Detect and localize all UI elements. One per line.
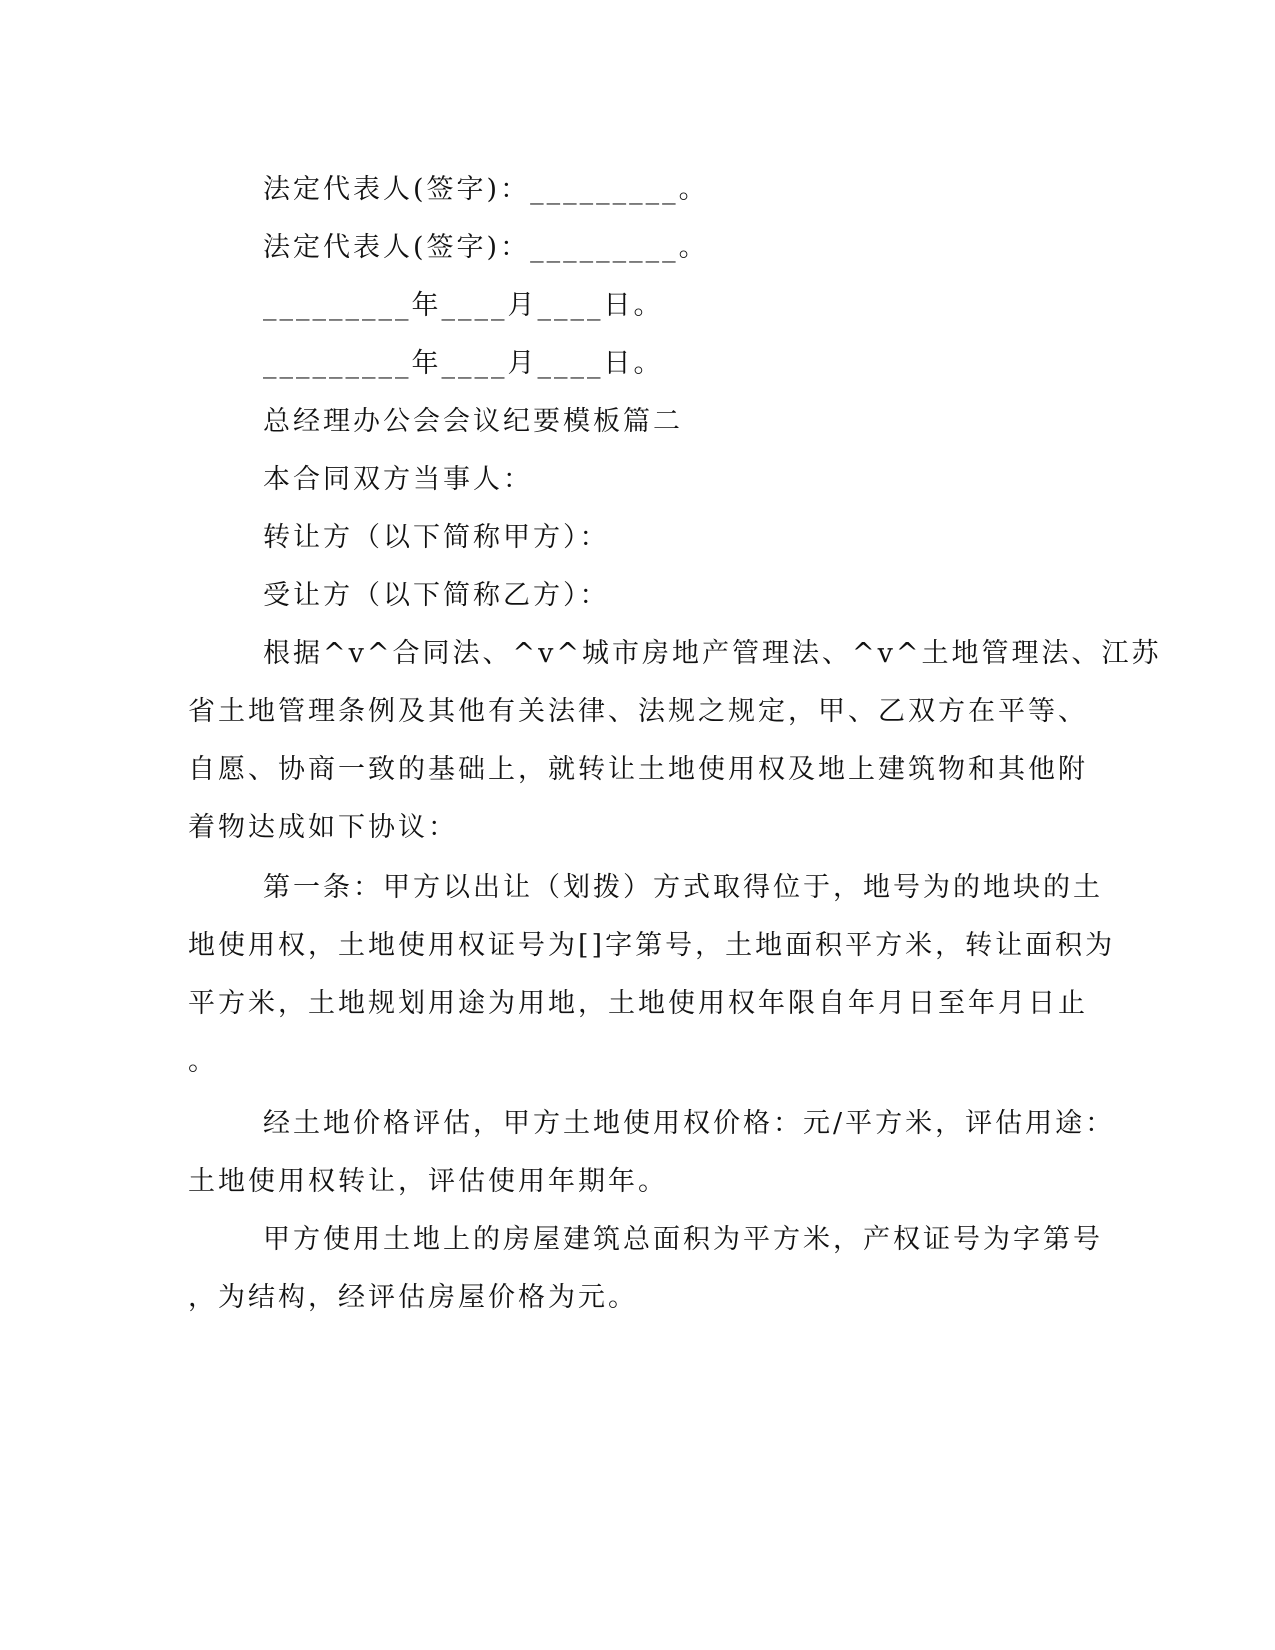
signature-line-1: 法定代表人(签字)：_________。: [263, 174, 709, 205]
article-one-line-4: 。: [188, 1046, 218, 1077]
article-one-line-1: 第一条：甲方以出让（划拨）方式取得位于，地号为的地块的土: [263, 872, 1103, 903]
transferor-line: 转让方（以下简称甲方）：: [263, 522, 610, 553]
paragraph-basis-line-2: 省土地管理条例及其他有关法律、法规之规定，甲、乙双方在平等、: [188, 696, 1088, 727]
building-line-1: 甲方使用土地上的房屋建筑总面积为平方米，产权证号为字第号: [263, 1224, 1103, 1255]
building-line-2: ，为结构，经评估房屋价格为元。: [188, 1282, 638, 1313]
date-line-1: _________年____月____日。: [263, 290, 664, 321]
parties-heading: 本合同双方当事人：: [263, 464, 533, 495]
paragraph-basis-line-1: 根据^v^合同法、^v^城市房地产管理法、^v^土地管理法、江苏: [263, 638, 1162, 669]
section-title: 总经理办公会会议纪要模板篇二: [263, 406, 683, 437]
article-one-line-3: 平方米，土地规划用途为用地，土地使用权年限自年月日至年月日止: [188, 988, 1088, 1019]
signature-line-2: 法定代表人(签字)：_________。: [263, 232, 709, 263]
valuation-line-1: 经土地价格评估，甲方土地使用权价格：元/平方米，评估用途：: [263, 1108, 1116, 1139]
valuation-line-2: 土地使用权转让，评估使用年期年。: [188, 1166, 668, 1197]
transferee-line: 受让方（以下简称乙方）：: [263, 580, 610, 611]
paragraph-basis-line-4: 着物达成如下协议：: [188, 812, 458, 843]
article-one-line-2: 地使用权，土地使用权证号为[]字第号，土地面积平方米，转让面积为: [188, 930, 1116, 961]
date-line-2: _________年____月____日。: [263, 348, 664, 379]
paragraph-basis-line-3: 自愿、协商一致的基础上，就转让土地使用权及地上建筑物和其他附: [188, 754, 1088, 785]
